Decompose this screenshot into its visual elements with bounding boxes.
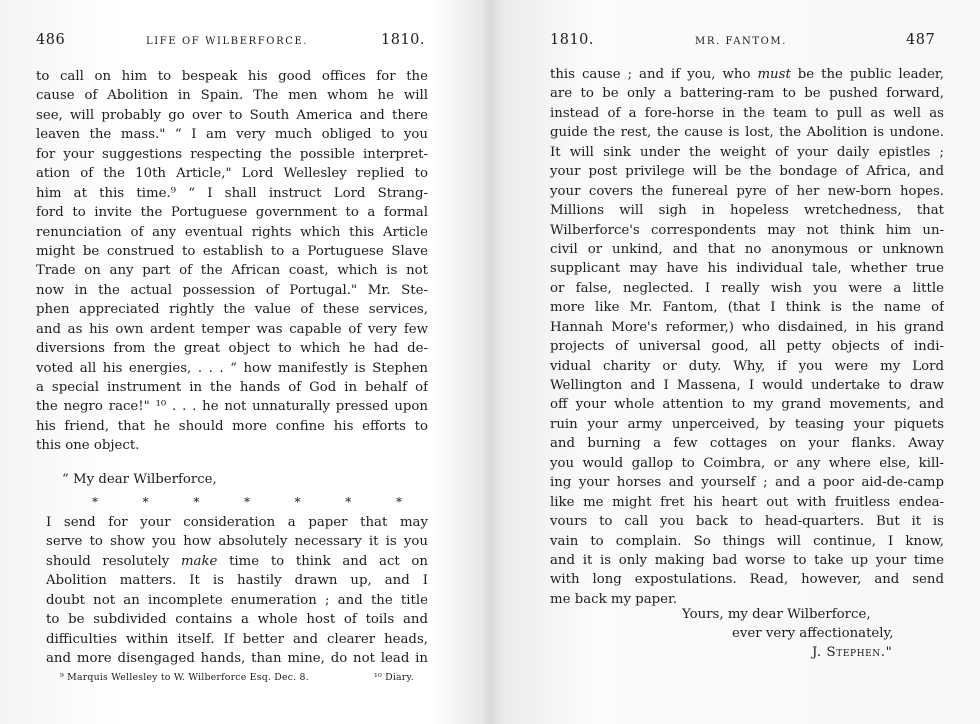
letter-line: should resolutely make time to think and act on	[46, 553, 428, 569]
letter-line: and burning a few cottages on your flanks. Away	[550, 436, 944, 452]
letter-line: like me might fret his heart out with fruitless endea-	[550, 494, 944, 510]
text-line: ford to invite the Portuguese government to a formal	[36, 205, 428, 221]
letter-line: are to be only a battering-ram to be pushed forward,	[550, 86, 944, 102]
text-line: Trade on any part of the African coast, which is not	[36, 263, 428, 279]
star-glyph: *	[92, 495, 98, 509]
text-line: renunciation of any eventual rights which this Article	[36, 224, 428, 240]
footnote-10: ¹⁰ Diary.	[374, 672, 414, 683]
star-glyph: *	[142, 495, 149, 509]
left-page-header	[36, 32, 428, 52]
running-title: MR. FANTOM.	[695, 36, 788, 47]
header-year: 1810.	[550, 32, 595, 48]
left-letter-body	[46, 513, 428, 669]
star-glyph: *	[193, 495, 200, 509]
letter-line: and more disengaged hands, than mine, do not lead in	[46, 651, 428, 667]
page-number: 486	[36, 32, 66, 48]
running-title: LIFE OF WILBERFORCE.	[146, 36, 309, 47]
letter-line: projects of universal good, all petty objects of indi-	[550, 339, 944, 355]
letter-line: off your whole attention to my grand movements, and	[550, 397, 944, 413]
star-glyph: *	[345, 495, 352, 509]
letter-line: more like Mr. Fantom, (that I think is the name of	[550, 300, 944, 316]
letter-line: or false, neglected. I really wish you were a little	[550, 280, 944, 296]
letter-line: doubt not an incomplete enumeration ; and the title	[46, 592, 428, 608]
text-line: his friend, that he should more confine his efforts to	[36, 418, 428, 434]
letter-line: difficulties within itself. If better and clearer heads,	[46, 631, 428, 647]
letter-line: your covers the funereal pyre of her new-born hopes.	[550, 183, 944, 199]
letter-line: serve to show you how absolutely necessary it is you	[46, 534, 428, 550]
closing-line-1: Yours, my dear Wilberforce,	[682, 607, 871, 622]
text-line: him at this time.⁹ “ I shall instruct Lord Strang-	[36, 185, 428, 201]
footnotes	[56, 671, 422, 685]
text-line: voted all his energies, . . . “ how manifestly is Stephen	[36, 360, 428, 376]
footnote-9: ⁹ Marquis Wellesley to W. Wilberforce Esq. Dec. 8.	[60, 672, 309, 683]
text-line: the negro race!" ¹⁰ . . . he not unnaturally pressed upon	[36, 399, 428, 415]
letter-salutation: “ My dear Wilberforce,	[62, 472, 217, 487]
text-line: now in the actual possession of Portugal." Mr. Ste-	[36, 282, 428, 298]
letter-line: your post privilege will be the bondage of Africa, and	[550, 164, 944, 180]
letter-line: civil or unkind, and that no anonymous or unknown	[550, 241, 944, 257]
letter-line: this cause ; and if you, who must be the public leader,	[550, 67, 944, 82]
star-glyph: *	[294, 495, 301, 509]
letter-line: ing your horses and yourself ; and a poor aid-de-camp	[550, 475, 944, 491]
text-line: phen appreciated rightly the value of these services,	[36, 302, 428, 318]
text-line: a special instrument in the hands of God in behalf of	[36, 380, 428, 395]
letter-line: vours to call you back to head-quarters. But it is	[550, 514, 944, 530]
letter-line: instead of a fore-horse in the team to pull as well as	[550, 105, 944, 121]
text-line: ation of the 10th Article," Lord Wellesley replied to	[36, 166, 428, 182]
letter-line: you would gallop to Coimbra, or any where else, kill-	[550, 455, 944, 471]
text-line: cause of Abolition in Spain. The men whom he will	[36, 88, 428, 104]
left-paragraph	[36, 67, 428, 456]
letter-line: It will sink under the weight of your daily epistles ;	[550, 144, 944, 160]
letter-line: Millions will sigh in hopeless wretchedness, that	[550, 203, 944, 219]
text-line: and as his own ardent temper was capable of very few	[36, 321, 428, 337]
letter-line: and it is only making bad worse to take up your time	[550, 552, 944, 568]
letter-line: supplicant may have his individual tale, whether true	[550, 261, 944, 277]
star-glyph: *	[395, 495, 402, 509]
letter-line: guide the rest, the cause is lost, the Abolition is undone.	[550, 125, 944, 141]
left-page	[36, 0, 428, 724]
letter-line: Abolition matters. It is hastily drawn up, and I	[46, 573, 428, 589]
letter-line: Wilberforce's correspondents may not think him un-	[550, 222, 944, 238]
text-line: diversions from the great object to which he had de-	[36, 341, 428, 357]
letter-line: Hannah More's reformer,) who disdained, in his grand	[550, 319, 944, 335]
right-page-header	[550, 32, 944, 52]
ellipsis-stars	[36, 492, 428, 512]
text-line: leaven the mass." “ I am very much obliged to you	[36, 127, 428, 143]
letter-line: with long expostulations. Read, however, and send	[550, 572, 944, 588]
text-line: to call on him to bespeak his good offices for the	[36, 69, 428, 84]
header-year: 1810.	[381, 32, 426, 48]
letter-line: me back my paper.	[550, 591, 678, 607]
letter-line: vain to complain. So things will continue, I know,	[550, 533, 944, 549]
letter-line: ruin your army unperceived, by teasing your piquets	[550, 416, 944, 432]
letter-line: vidual charity or duty. Why, if you were my Lord	[550, 358, 944, 374]
right-letter-body	[550, 65, 944, 609]
letter-line: to be subdivided contains a whole host of toils and	[46, 612, 428, 628]
right-page	[550, 0, 944, 724]
letter-line: I send for your consideration a paper that may	[46, 515, 428, 530]
page-number: 487	[906, 32, 936, 48]
text-line: might be construed to establish to a Portuguese Slave	[36, 243, 428, 259]
signature: J. Stephen."	[812, 645, 893, 660]
text-line: see, will probably go over to South America and there	[36, 107, 428, 123]
letter-line: Wellington and I Massena, I would undertake to draw	[550, 378, 944, 393]
text-line: for your suggestions respecting the possible interpret-	[36, 146, 428, 162]
closing-line-2: ever very affectionately,	[732, 626, 894, 641]
text-line: this one object.	[36, 438, 140, 454]
star-glyph: *	[243, 495, 250, 509]
